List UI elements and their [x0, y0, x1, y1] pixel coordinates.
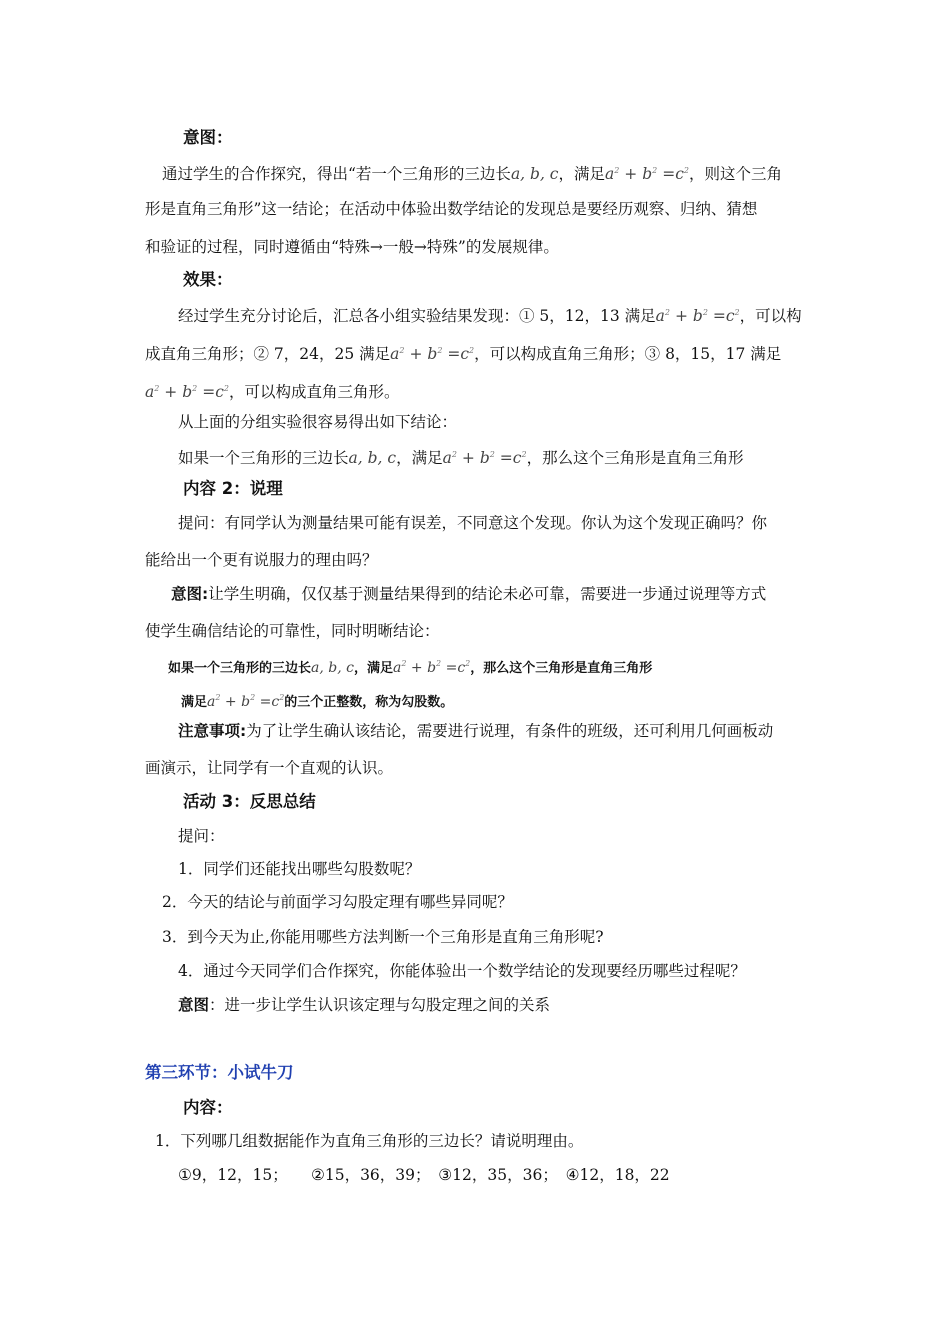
formula: $a^2 + b^2 =c^2$ — [655, 307, 740, 325]
text: ，可以构成直角三角形；③ 8，15，17 满足 — [474, 345, 782, 363]
text: ，满足 — [353, 661, 393, 676]
text: ，则这个三角 — [688, 165, 782, 183]
text: 如果一个三角形的三边长 — [178, 449, 349, 467]
paragraph-line: 提问：有同学认为测量结果可能有误差，不同意这个发现。你认为这个发现正确吗？你 — [178, 514, 768, 532]
intent-heading: 意图： — [183, 128, 233, 147]
list-item: 1．下列哪几组数据能作为直角三角形的三边长？请说明理由。 — [155, 1132, 584, 1150]
paragraph-line — [178, 444, 843, 469]
list-item: 1．同学们还能找出哪些勾股数呢？ — [178, 860, 421, 878]
conclusion-statement — [168, 653, 652, 680]
paragraph-line: 形是直角三角形”这一结论；在活动中体验出数学结论的发现总是要经历观察、归纳、猜想 — [145, 200, 758, 218]
content-heading: 内容： — [183, 1098, 233, 1117]
text: ，可以构 — [739, 307, 802, 325]
text: ，那么这个三角形是直角三角形 — [470, 661, 653, 676]
text: 为了让学生确认该结论，需要进行说理，有条件的班级，还可利用几何画板动 — [246, 722, 774, 740]
paragraph-line — [178, 720, 843, 742]
paragraph-line: 从上面的分组实验很容易得出如下结论： — [178, 413, 458, 431]
section3-heading: 第三环节：小试牛刀 — [145, 1063, 294, 1082]
formula: $a^2 + b^2 =c^2$ — [145, 383, 229, 401]
list-item: 4．通过今天同学们合作探究，你能体验出一个数学结论的发现要经历哪些过程呢？ — [178, 962, 746, 980]
paragraph-line — [178, 302, 843, 327]
note-label: 注意事项: — [178, 722, 247, 740]
text: 成直角三角形；② 7，24，25 满足 — [145, 345, 391, 363]
formula: $a^2 + b^2 =c^2$ — [605, 165, 689, 183]
text: 经过学生充分讨论后，汇总各小组实验结果发现：① 5，12，13 满足 — [178, 307, 656, 325]
text: ，满足 — [396, 449, 443, 467]
paragraph-line: 提问： — [178, 827, 225, 845]
effect-heading: 效果： — [183, 270, 233, 289]
list-item: 2．今天的结论与前面学习勾股定理有哪些异同呢？ — [162, 893, 513, 911]
text: 通过学生的合作探究，得出“若一个三角形的三边长 — [162, 165, 511, 183]
content2-heading: 内容 2：说理 — [183, 479, 283, 498]
list-item: 3．到今天为止,你能用哪些方法判断一个三角形是直角三角形呢? — [162, 928, 604, 946]
formula: $a^2 + b^2 =c^2$ — [390, 345, 475, 363]
answer-options: ①9，12，15； ②15，36，39； ③12，35，36； ④12，18，22 — [178, 1166, 670, 1184]
text: ：进一步让学生认识该定理与勾股定理之间的关系 — [209, 996, 551, 1014]
math-abc: a, b, c — [311, 660, 354, 676]
text: ，那么这个三角形是直角三角形 — [526, 449, 744, 467]
intent-label: 意图 — [178, 996, 210, 1014]
paragraph-line: 画演示，让同学有一个直观的认识。 — [145, 759, 394, 777]
text: 如果一个三角形的三边长 — [168, 661, 312, 676]
paragraph-line — [171, 583, 836, 605]
text: 让学生明确，仅仅基于测量结果得到的结论未必可靠，需要进一步通过说理等方式 — [208, 585, 767, 603]
activity3-heading: 活动 3：反思总结 — [183, 792, 316, 811]
math-abc: a, b, c — [510, 165, 559, 183]
paragraph-line — [178, 994, 843, 1016]
paragraph-line: 和验证的过程，同时遵循由“特殊→一般→特殊”的发展规律。 — [145, 238, 559, 256]
paragraph-line — [162, 160, 827, 185]
formula: $a^2 + b^2 =c^2$ — [442, 449, 527, 467]
text: ，可以构成直角三角形。 — [228, 383, 400, 401]
paragraph-line: 能给出一个更有说服力的理由吗？ — [145, 551, 378, 569]
intent-label: 意图: — [171, 585, 209, 603]
paragraph-line — [145, 340, 810, 365]
paragraph-line: 使学生确信结论的可靠性，同时明晰结论： — [145, 622, 440, 640]
definition-statement — [181, 687, 453, 714]
formula: $a^2 + b^2 =c^2$ — [207, 693, 285, 710]
paragraph-line — [145, 378, 810, 403]
math-abc: a, b, c — [348, 449, 397, 467]
text: 的三个正整数，称为勾股数。 — [284, 695, 454, 710]
text: 满足 — [181, 695, 208, 710]
text: ，满足 — [558, 165, 606, 183]
formula: $a^2 + b^2 =c^2$ — [392, 659, 471, 676]
